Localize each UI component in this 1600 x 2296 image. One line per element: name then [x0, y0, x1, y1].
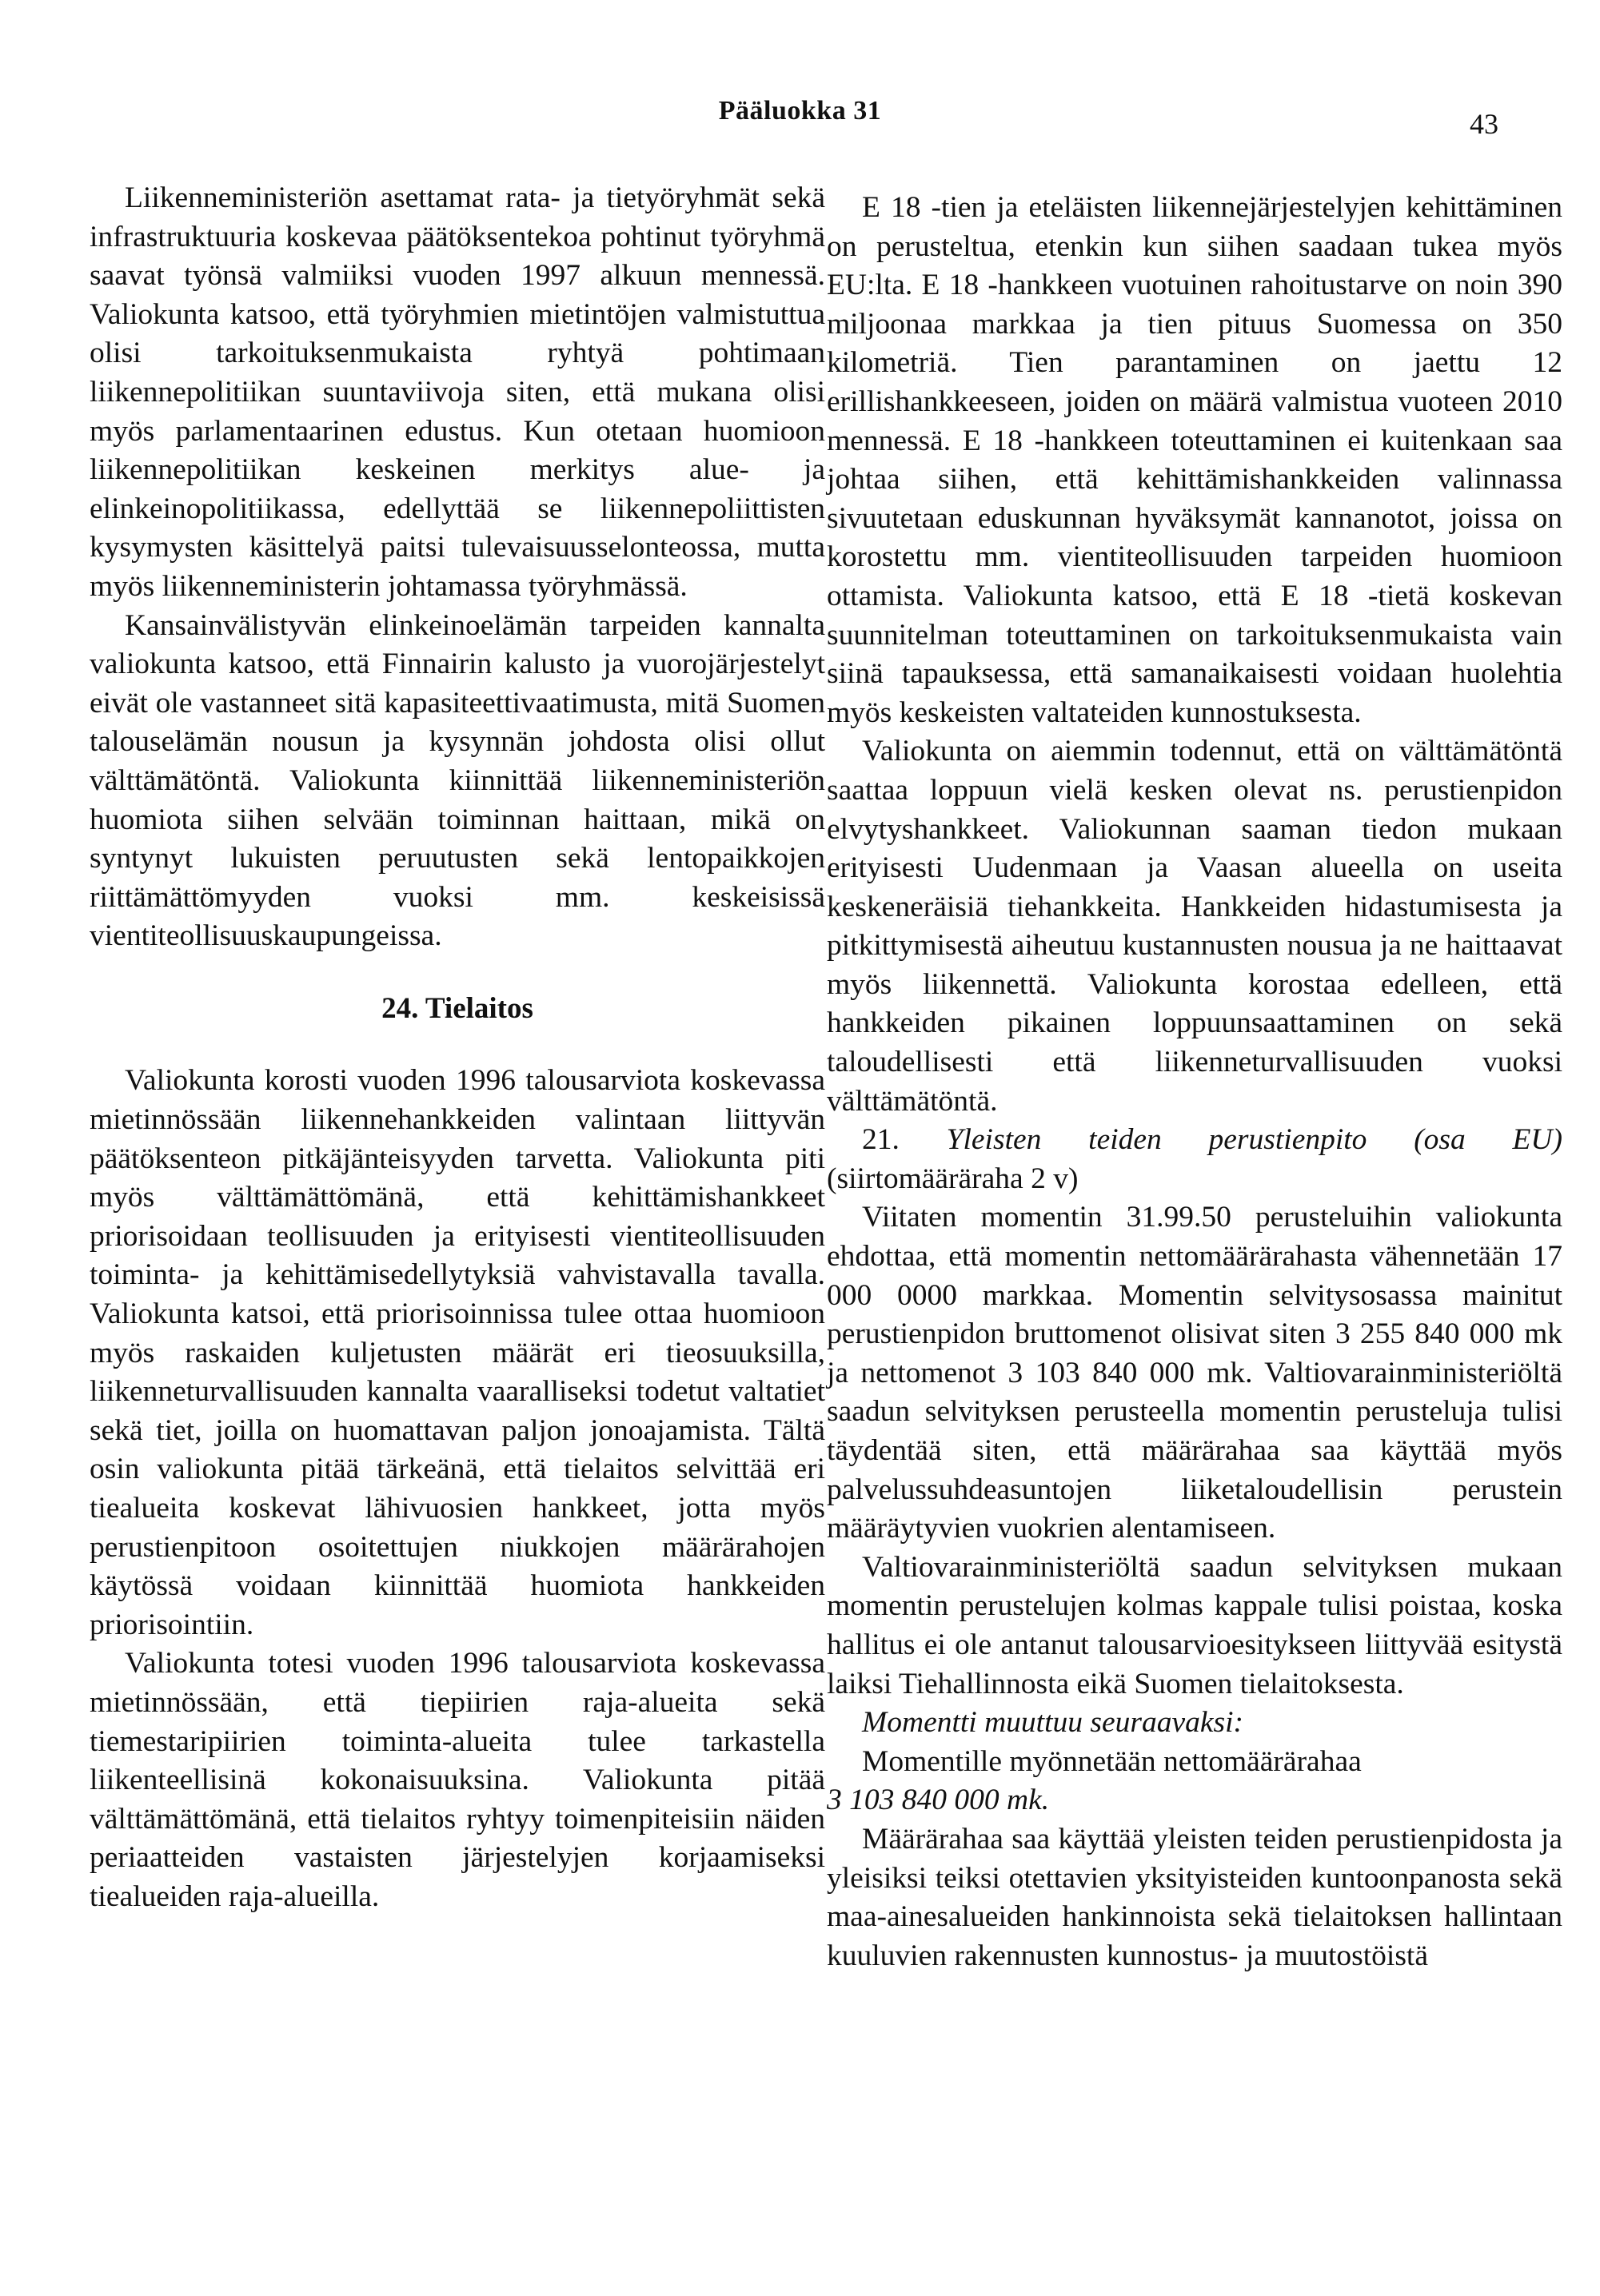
item-number: 21. [862, 1123, 900, 1157]
left-column [90, 179, 825, 1917]
paragraph: Viitaten momentin 31.99.50 perusteluihin valiokunta ehdottaa, että momentin nettomäärärahasta vähennetään 17 000 0000 markkaa. Momentin selvitysosassa mainitut perustienpidon bruttomenot olisivat siten 3 255 840 000 mk ja nettomenot 3 103 840 000 mk. Valtiovarainministeriöltä saadun selvityksen perusteella momentin perusteluja tulisi täydentää siten, että määrärahaa saa käyttää myös palvelussuhdeasuntojen liiketaloudellisin perustein määräytyvien vuokrien alentamiseen. [827, 1201, 1562, 1545]
page-number: 43 [1470, 108, 1498, 140]
paragraph: Määrärahaa saa käyttää yleisten teiden perustienpidosta ja yleisiksi teiksi otettavien yksityisteiden kuntoonpanosta sekä maa-ainesalueiden hankinnoista sekä tielaitoksen hallintaan kuuluvien rakennusten kunnostus- ja muutostöistä [827, 1822, 1562, 1972]
paragraph: Momentille myönnetään nettomäärärahaa [862, 1744, 1362, 1778]
paragraph: Valiokunta on aiemmin todennut, että on välttämätöntä saattaa loppuun vielä kesken olevat ns. perustienpidon elvytyshankkeet. Valiokunnan saaman tiedon mukaan erityisesti Uudenmaan ja Vaasan alueella on useita keskeneräisiä tiehankkeita. Hankkeiden hidastumisesta ja pitkittymisestä aiheutuu kustannusten nousua ja ne haittaavat myös liikennettä. Valiokunta korostaa edelleen, että hankkeiden pikainen loppuunsaattaminen on sekä taloudellisesti että liikenneturvallisuuden vuoksi välttämätöntä. [827, 735, 1562, 1118]
right-column [827, 189, 1562, 1975]
paragraph: E 18 -tien ja eteläisten liikennejärjestelyjen kehittäminen on perusteltua, etenkin kun siihen saadaan tukea myös EU:lta. E 18 -hankkeen vuotuinen rahoitustarve on noin 390 miljoonaa markkaa ja tien pituus Suomessa on 350 kilometriä. Tien parantaminen on jaettu 12 erillishankkeeseen, joiden on määrä valmistua vuoteen 2010 mennessä. E 18 -hankkeen toteuttaminen ei kuitenkaan saa johtaa siihen, että kehittämishankkeiden valinnassa sivuutetaan eduskunnan hyväksymät kannanotot, joissa on korostettu mm. vientiteollisuuden tarpeiden huomioon ottamista. Valiokunta katsoo, että E 18 -tietä koskevan suunnitelman toteuttaminen on tarkoituksenmukaista vain siinä tapauksessa, että samanaikaisesti voidaan huolehtia myös keskeisten valtateiden kunnostuksesta. [827, 191, 1562, 729]
amount: 3 103 840 000 mk. [827, 1784, 1050, 1817]
item-paragraph [827, 1121, 1562, 1198]
paragraph: Liikenneministeriön asettamat rata- ja tietyöryhmät sekä infrastruktuuria koskevaa päätöksentekoa pohtinut työryhmä saavat työnsä valmiiksi vuoden 1997 alkuun mennessä. Valiokunta katsoo, että työryhmien mietintöjen valmistuttua olisi tarkoituksenmukaista ryhtyä pohtimaan liikennepolitiikan suuntaviivoja siten, että mukana olisi myös parlamentaarinen edustus. Kun otetaan huomioon liikennepolitiikan keskeinen merkitys alue- ja elinkeinopolitiikassa, edellyttää se liikennepoliittisten kysymysten käsittelyä paitsi tulevaisuusselonteossa, mutta myös liikenneministerin johtamassa työryhmässä. [90, 181, 825, 603]
paragraph: Valiokunta totesi vuoden 1996 talousarviota koskevassa mietinnössään, että tiepiirien raja-alueita sekä tiemestaripiirien toiminta-alueita tulee tarkastella liikenteellisinä kokonaisuuksina. Valiokunta pitää välttämättömänä, että tielaitos ryhtyy toimenpiteisiin näiden periaatteiden vastaisten järjestelyjen korjaamiseksi tiealueiden raja-alueilla. [90, 1647, 825, 1913]
paragraph: Valiokunta korosti vuoden 1996 talousarviota koskevassa mietinnössään liikennehankkeiden valintaan liittyvän päätöksenteon pitkäjänteisyyden tarvetta. Valiokunta piti myös välttämättömänä, että kehittämishankkeet priorisoidaan teollisuuden ja erityisesti vientiteollisuuden toiminta- ja kehittämisedellytyksiä vahvistavalla tavalla. Valiokunta katsoi, että priorisoinnissa tulee ottaa huomioon myös raskaiden kuljetusten määrät eri tieosuuksilla, liikenneturvallisuuden kannalta vaaralliseksi todetut valtatiet sekä tiet, joilla on huomattavan paljon jonoajamista. Tältä osin valiokunta pitää tärkeänä, että tielaitos selvittää eri tiealueita koskevat lähivuosien hankkeet, jotta myös perustienpitoon osoitettujen niukkojen määrärahojen käytössä voidaan kiinnittää huomiota hankkeiden priorisointiin. [90, 1064, 825, 1641]
item-type: (siirtomääräraha 2 v) [827, 1162, 1079, 1195]
paragraph: Valtiovarainministeriöltä saadun selvityksen mukaan momentin perustelujen kolmas kappale tulisi poistaa, koska hallitus ei ole antanut talousarvioesitykseen liittyvää esitystä laiksi Tiehallinnosta eikä Suomen tielaitoksesta. [827, 1550, 1562, 1700]
paragraph: Kansainvälistyvän elinkeinoelämän tarpeiden kannalta valiokunta katsoo, että Finnairin kalusto ja vuorojärjestelyt eivät ole vastanneet sitä kapasiteettivaatimusta, mitä Suomen talouselämän nousun ja kysynnän johdosta olisi ollut välttämätöntä. Valiokunta kiinnittää liikenneministeriön huomiota siihen selvään toiminnan haittaan, mikä on syntynyt lukuisten peruutusten sekä lentopaikkojen riittämättömyyden vuoksi mm. keskeisissä vientiteollisuuskaupungeissa. [90, 608, 825, 953]
section-heading: 24. Tielaitos [381, 991, 533, 1025]
item-title: Yleisten teiden perustienpito (osa EU) [946, 1123, 1563, 1157]
amendment-label: Momentti muuttuu seuraavaksi: [862, 1706, 1244, 1740]
running-head: Pääluokka 31 [718, 96, 882, 126]
